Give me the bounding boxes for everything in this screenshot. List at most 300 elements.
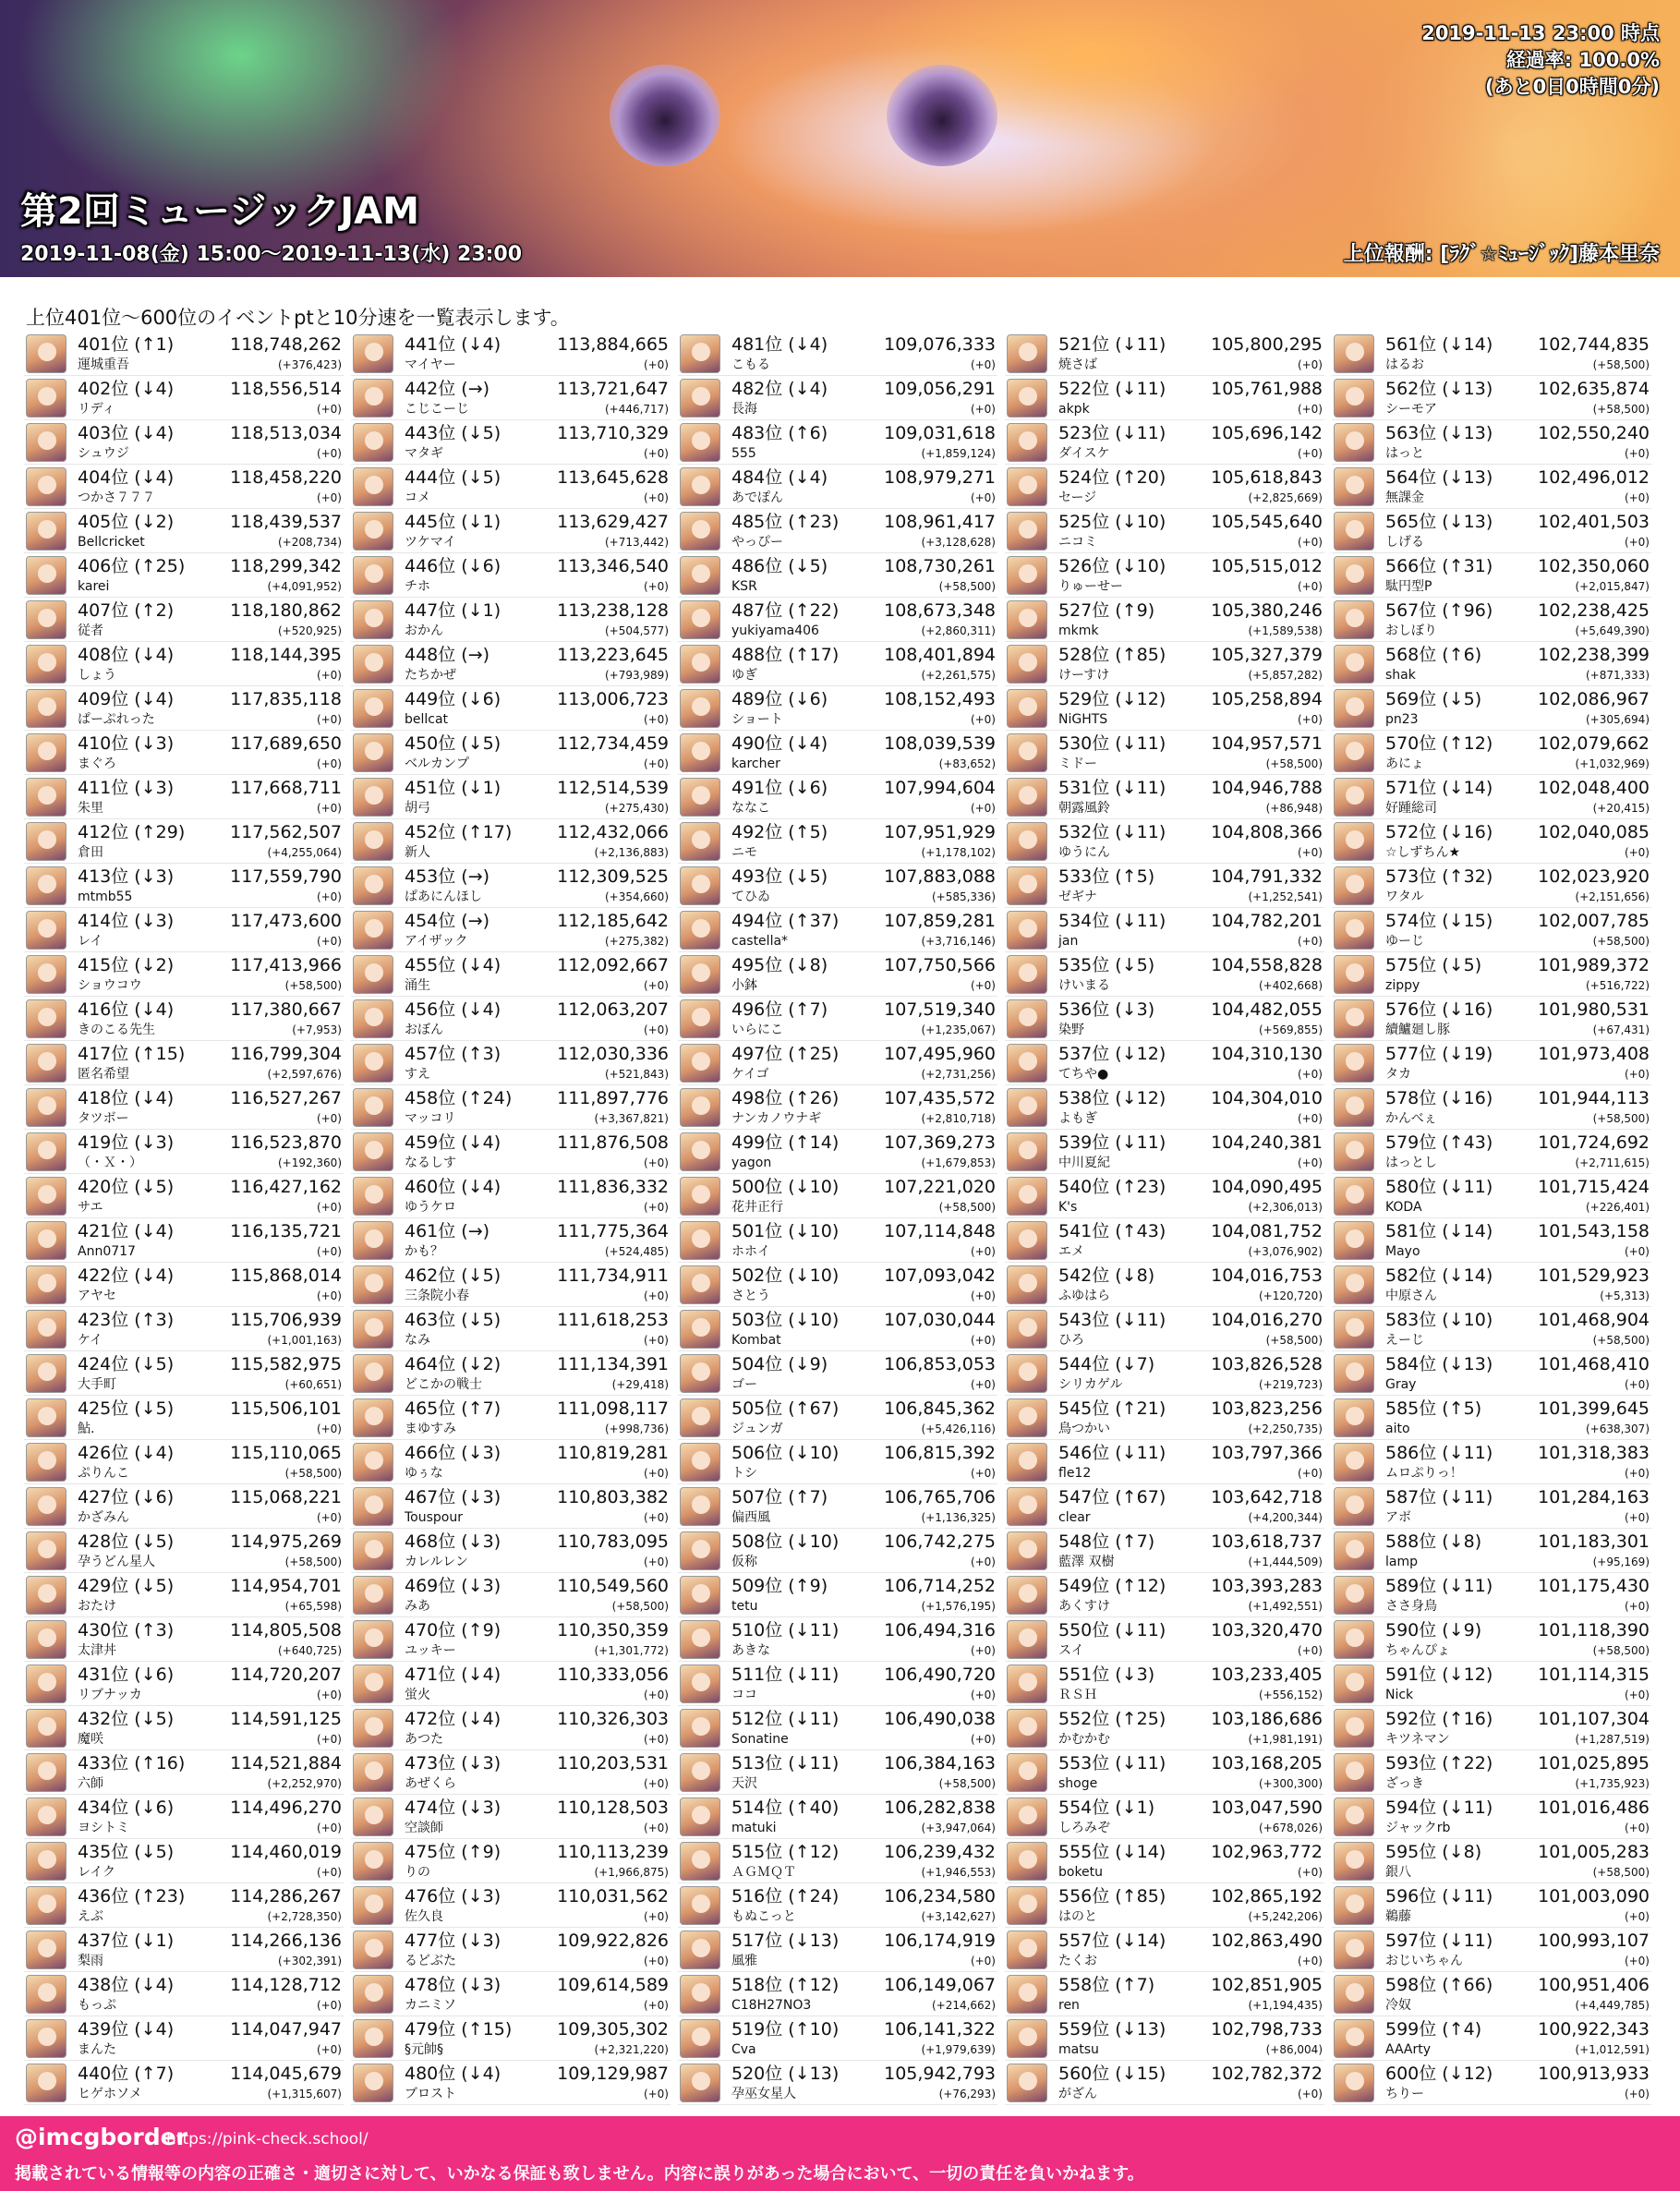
ranking-entry xyxy=(678,1440,997,1484)
ten-minute-speed: (+1,252,541) xyxy=(1248,890,1323,903)
player-name: レイク xyxy=(78,1865,116,1880)
avatar xyxy=(353,1576,393,1615)
player-name: 朱里 xyxy=(78,801,103,816)
avatar xyxy=(680,1753,720,1792)
ten-minute-speed: (+0) xyxy=(643,1777,669,1790)
rank-label: 466位 (↓3) xyxy=(405,1443,502,1463)
ranking-entry xyxy=(678,420,997,465)
event-points: 104,240,381 xyxy=(1211,1132,1323,1153)
avatar xyxy=(1334,1664,1374,1703)
event-points: 115,110,065 xyxy=(230,1443,342,1463)
avatar xyxy=(1334,1354,1374,1393)
ten-minute-speed: (+0) xyxy=(643,1910,669,1923)
ten-minute-speed: (+2,261,575) xyxy=(921,669,996,682)
ten-minute-speed: (+0) xyxy=(643,1156,669,1169)
event-points: 114,720,207 xyxy=(230,1664,342,1685)
event-points: 113,721,647 xyxy=(557,379,669,399)
event-points: 104,957,571 xyxy=(1211,733,1323,754)
event-points: 100,993,107 xyxy=(1538,1931,1650,1951)
rank-label: 554位 (↓1) xyxy=(1058,1798,1155,1818)
ten-minute-speed: (+2,136,883) xyxy=(594,846,669,859)
rank-label: 523位 (↓11) xyxy=(1058,423,1166,443)
event-points: 105,515,012 xyxy=(1211,556,1323,576)
player-name: 鵜藤 xyxy=(1385,1909,1411,1924)
ten-minute-speed: (+0) xyxy=(643,358,669,371)
ranking-entry xyxy=(24,553,344,598)
event-points: 111,618,253 xyxy=(557,1310,669,1330)
ten-minute-speed: (+58,500) xyxy=(1592,1112,1650,1125)
ranking-entry xyxy=(24,819,344,864)
avatar xyxy=(353,334,393,373)
player-name: Mayo xyxy=(1385,1244,1420,1259)
rank-label: 449位 (↓6) xyxy=(405,689,502,709)
twitter-handle[interactable]: @imcgborder xyxy=(15,2124,187,2150)
avatar xyxy=(1007,955,1047,994)
ranking-entry xyxy=(24,465,344,509)
ranking-entry xyxy=(1005,1130,1324,1174)
rank-label: 595位 (↓8) xyxy=(1385,1842,1482,1862)
avatar xyxy=(1007,1576,1047,1615)
rank-label: 428位 (↓5) xyxy=(78,1531,175,1552)
event-points: 109,076,333 xyxy=(884,334,996,355)
player-name: おかん xyxy=(405,623,443,638)
rank-label: 475位 (↑9) xyxy=(405,1842,502,1862)
player-name: ざっき xyxy=(1385,1776,1424,1791)
event-points: 101,016,486 xyxy=(1538,1798,1650,1818)
event-points: 108,961,417 xyxy=(884,512,996,532)
event-points: 118,299,342 xyxy=(230,556,342,576)
ranking-entry xyxy=(678,997,997,1041)
player-name: きのこる先生 xyxy=(78,1023,155,1037)
player-name: シーモア xyxy=(1385,402,1437,417)
avatar xyxy=(353,2019,393,2058)
ranking-entry xyxy=(24,1839,344,1883)
ten-minute-speed: (+0) xyxy=(970,802,996,815)
ranking-entry xyxy=(1332,908,1651,952)
player-name: clear xyxy=(1058,1510,1091,1525)
rank-label: 545位 (↑21) xyxy=(1058,1398,1166,1419)
player-name: けいまる xyxy=(1058,978,1110,993)
ten-minute-speed: (+29,418) xyxy=(611,1378,669,1391)
event-points: 101,025,895 xyxy=(1538,1753,1650,1773)
ranking-entry xyxy=(24,731,344,775)
player-name: 無課金 xyxy=(1385,490,1424,505)
avatar xyxy=(1007,556,1047,595)
ranking-entry xyxy=(1332,1573,1651,1617)
event-points: 102,086,967 xyxy=(1538,689,1650,709)
ten-minute-speed: (+0) xyxy=(1297,1068,1323,1081)
ranking-entry xyxy=(1005,1218,1324,1263)
ranking-entry xyxy=(1332,598,1651,642)
ranking-entry xyxy=(678,509,997,553)
ten-minute-speed: (+640,725) xyxy=(277,1644,342,1657)
player-name: まんた xyxy=(78,2042,116,2057)
event-points: 101,529,923 xyxy=(1538,1265,1650,1286)
player-name: Nick xyxy=(1385,1688,1414,1702)
ten-minute-speed: (+58,500) xyxy=(1592,358,1650,371)
avatar xyxy=(1007,1709,1047,1748)
rank-label: 406位 (↑25) xyxy=(78,556,186,576)
ranking-entry xyxy=(24,1972,344,2016)
rank-label: 539位 (↓11) xyxy=(1058,1132,1166,1153)
ten-minute-speed: (+0) xyxy=(316,1511,342,1524)
ten-minute-speed: (+2,306,013) xyxy=(1248,1201,1323,1214)
avatar xyxy=(353,1265,393,1304)
avatar xyxy=(26,1398,66,1437)
rank-label: 409位 (↓4) xyxy=(78,689,175,709)
event-points: 107,369,273 xyxy=(884,1132,996,1153)
avatar xyxy=(353,1221,393,1260)
player-name: てひゐ xyxy=(731,890,770,904)
player-name: もぬこっと xyxy=(731,1909,796,1924)
site-url[interactable]: https://pink-check.school/ xyxy=(166,2130,369,2149)
rank-label: 597位 (↓11) xyxy=(1385,1931,1493,1951)
ten-minute-speed: (+0) xyxy=(643,1689,669,1701)
ranking-entry xyxy=(678,1174,997,1218)
rank-label: 446位 (↓6) xyxy=(405,556,502,576)
player-name: 従者 xyxy=(78,623,103,638)
ten-minute-speed: (+376,423) xyxy=(277,358,342,371)
avatar xyxy=(680,1576,720,1615)
rank-label: 451位 (↓1) xyxy=(405,778,502,798)
avatar xyxy=(26,1310,66,1349)
banner-art-eye xyxy=(887,65,997,166)
rank-label: 412位 (↑29) xyxy=(78,822,186,842)
rank-label: 581位 (↓14) xyxy=(1385,1221,1493,1241)
ranking-entry xyxy=(1332,1041,1651,1085)
rank-label: 457位 (↑3) xyxy=(405,1044,502,1064)
ranking-entry xyxy=(351,1883,671,1928)
ranking-entry xyxy=(351,1795,671,1839)
avatar xyxy=(353,1132,393,1171)
ten-minute-speed: (+0) xyxy=(1297,1156,1323,1169)
event-points: 116,427,162 xyxy=(230,1177,342,1197)
rank-label: 590位 (↓9) xyxy=(1385,1620,1482,1640)
ten-minute-speed: (+0) xyxy=(1297,935,1323,948)
rank-label: 458位 (↑24) xyxy=(405,1088,513,1108)
avatar xyxy=(680,1709,720,1748)
player-name: シリカゲル xyxy=(1058,1377,1123,1392)
ten-minute-speed: (+0) xyxy=(316,1999,342,2012)
ten-minute-speed: (+0) xyxy=(1624,1600,1650,1613)
ten-minute-speed: (+1,178,102) xyxy=(921,846,996,859)
ranking-entry xyxy=(351,1218,671,1263)
rank-label: 479位 (↑15) xyxy=(405,2019,513,2040)
event-points: 118,748,262 xyxy=(230,334,342,355)
avatar xyxy=(1007,822,1047,861)
player-name: mtmb55 xyxy=(78,890,133,904)
ten-minute-speed: (+0) xyxy=(643,1555,669,1568)
ranking-entry xyxy=(1332,1972,1651,2016)
avatar xyxy=(1334,1398,1374,1437)
event-points: 114,954,701 xyxy=(230,1576,342,1596)
rank-label: 408位 (↓4) xyxy=(78,645,175,665)
ten-minute-speed: (+58,500) xyxy=(938,1201,996,1214)
ranking-entry xyxy=(1005,1174,1324,1218)
event-points: 103,826,528 xyxy=(1211,1354,1323,1374)
avatar xyxy=(26,1798,66,1836)
ranking-entry xyxy=(351,1263,671,1307)
avatar xyxy=(26,999,66,1038)
rank-label: 593位 (↑22) xyxy=(1385,1753,1493,1773)
event-period: 2019-11-08(金) 15:00～2019-11-13(水) 23:00 xyxy=(20,243,523,266)
rank-label: 549位 (↑12) xyxy=(1058,1576,1166,1596)
ranking-entry xyxy=(678,1130,997,1174)
player-name: セージ xyxy=(1058,490,1097,505)
rank-label: 468位 (↓3) xyxy=(405,1531,502,1552)
player-name: pn23 xyxy=(1385,712,1419,727)
player-name: どこかの戦士 xyxy=(405,1377,482,1392)
event-points: 104,081,752 xyxy=(1211,1221,1323,1241)
ranking-entry xyxy=(1005,1972,1324,2016)
ranking-entry xyxy=(24,598,344,642)
ten-minute-speed: (+58,500) xyxy=(284,1555,342,1568)
player-name: 中原さん xyxy=(1385,1289,1437,1303)
ten-minute-speed: (+0) xyxy=(643,491,669,504)
rank-label: 571位 (↓14) xyxy=(1385,778,1493,798)
footer xyxy=(0,2116,1680,2191)
player-name: ケイゴ xyxy=(731,1067,769,1082)
player-name: さとう xyxy=(731,1289,770,1303)
event-points: 106,494,316 xyxy=(884,1620,996,1640)
ten-minute-speed: (+0) xyxy=(1624,447,1650,460)
ranking-entry xyxy=(24,1617,344,1662)
rank-label: 432位 (↓5) xyxy=(78,1709,175,1729)
avatar xyxy=(26,600,66,639)
avatar xyxy=(1334,1576,1374,1615)
rank-label: 558位 (↑7) xyxy=(1058,1975,1155,1995)
avatar xyxy=(1007,467,1047,506)
rank-label: 563位 (↓13) xyxy=(1385,423,1493,443)
ten-minute-speed: (+0) xyxy=(316,757,342,770)
ranking-entry xyxy=(1332,1130,1651,1174)
ten-minute-speed: (+58,500) xyxy=(1265,1334,1323,1347)
ranking-entry xyxy=(351,1396,671,1440)
event-points: 107,093,042 xyxy=(884,1265,996,1286)
avatar xyxy=(1334,512,1374,551)
rank-label: 576位 (↓16) xyxy=(1385,999,1493,1020)
avatar xyxy=(1007,1177,1047,1216)
ten-minute-speed: (+0) xyxy=(643,1023,669,1036)
ten-minute-speed: (+0) xyxy=(643,580,669,593)
ten-minute-speed: (+2,151,656) xyxy=(1575,890,1650,903)
avatar xyxy=(680,1177,720,1216)
rank-label: 557位 (↓14) xyxy=(1058,1931,1166,1951)
player-name: 匿名希望 xyxy=(78,1067,129,1082)
ten-minute-speed: (+2,728,350) xyxy=(267,1910,342,1923)
ten-minute-speed: (+58,500) xyxy=(938,1777,996,1790)
avatar xyxy=(1334,1931,1374,1969)
ranking-entry xyxy=(24,509,344,553)
player-name: あでぽん xyxy=(731,490,783,505)
ten-minute-speed: (+0) xyxy=(970,403,996,416)
ranking-entry xyxy=(1332,1839,1651,1883)
event-points: 114,047,947 xyxy=(230,2019,342,2040)
ten-minute-speed: (+4,091,952) xyxy=(267,580,342,593)
player-name: ダイスケ xyxy=(1058,446,1110,461)
ten-minute-speed: (+2,860,311) xyxy=(921,624,996,637)
player-name: はっと xyxy=(1385,446,1424,461)
ten-minute-speed: (+1,301,772) xyxy=(594,1644,669,1657)
ten-minute-speed: (+0) xyxy=(643,1955,669,1967)
ranking-grid xyxy=(24,332,1659,2105)
player-name: あにょ xyxy=(1385,757,1424,771)
event-points: 116,135,721 xyxy=(230,1221,342,1241)
ranking-entry xyxy=(1005,1396,1324,1440)
ten-minute-speed: (+300,300) xyxy=(1258,1777,1323,1790)
event-points: 110,803,382 xyxy=(557,1487,669,1507)
ranking-entry xyxy=(1332,509,1651,553)
player-name: aito xyxy=(1385,1422,1410,1436)
player-name: アイザック xyxy=(405,934,468,949)
avatar xyxy=(353,1886,393,1925)
event-points: 111,098,117 xyxy=(557,1398,669,1419)
player-name: なみ xyxy=(405,1333,430,1348)
event-points: 102,023,920 xyxy=(1538,866,1650,887)
ten-minute-speed: (+1,315,607) xyxy=(267,2088,342,2100)
ranking-entry xyxy=(351,1750,671,1795)
ranking-entry xyxy=(24,1085,344,1130)
ten-minute-speed: (+1,032,969) xyxy=(1575,757,1650,770)
ten-minute-speed: (+0) xyxy=(1297,1955,1323,1967)
event-points: 106,384,163 xyxy=(884,1753,996,1773)
ten-minute-speed: (+0) xyxy=(316,802,342,815)
ten-minute-speed: (+0) xyxy=(1624,1467,1650,1480)
player-name: 鳥つかい xyxy=(1058,1422,1110,1436)
rank-label: 546位 (↓11) xyxy=(1058,1443,1166,1463)
avatar xyxy=(1334,1531,1374,1570)
event-points: 103,168,205 xyxy=(1211,1753,1323,1773)
player-name: つかさ７７７ xyxy=(78,490,155,505)
ranking-entry xyxy=(678,1529,997,1573)
rank-label: 521位 (↓11) xyxy=(1058,334,1166,355)
rank-label: 438位 (↓4) xyxy=(78,1975,175,1995)
rank-label: 472位 (↓4) xyxy=(405,1709,502,1729)
player-name: はっとし xyxy=(1385,1156,1437,1170)
ranking-entry xyxy=(24,775,344,819)
rank-label: 418位 (↓4) xyxy=(78,1088,175,1108)
rank-label: 459位 (↓4) xyxy=(405,1132,502,1153)
ranking-entry xyxy=(24,686,344,731)
ten-minute-speed: (+0) xyxy=(970,713,996,726)
rank-label: 430位 (↑3) xyxy=(78,1620,175,1640)
ten-minute-speed: (+0) xyxy=(643,713,669,726)
player-name: KSR xyxy=(731,579,757,594)
avatar xyxy=(1007,689,1047,728)
avatar xyxy=(1007,379,1047,418)
rank-label: 536位 (↓3) xyxy=(1058,999,1155,1020)
ranking-entry xyxy=(24,1928,344,1972)
player-name: ふゆはら xyxy=(1058,1289,1110,1303)
ten-minute-speed: (+0) xyxy=(970,1334,996,1347)
player-name: shak xyxy=(1385,668,1416,683)
event-points: 114,286,267 xyxy=(230,1886,342,1907)
player-name: まぐろ xyxy=(78,757,116,771)
avatar xyxy=(1334,1487,1374,1526)
avatar xyxy=(680,1487,720,1526)
ten-minute-speed: (+0) xyxy=(970,979,996,992)
ten-minute-speed: (+1,012,591) xyxy=(1575,2043,1650,2056)
avatar xyxy=(680,955,720,994)
ten-minute-speed: (+1,492,551) xyxy=(1248,1600,1323,1613)
ranking-entry xyxy=(1332,332,1651,376)
ten-minute-speed: (+0) xyxy=(1297,1644,1323,1657)
avatar xyxy=(680,556,720,595)
progress-rate: 経過率: 100.0% xyxy=(1505,49,1660,71)
rank-label: 411位 (↓3) xyxy=(78,778,175,798)
avatar xyxy=(353,911,393,950)
ranking-entry xyxy=(351,1041,671,1085)
player-name: リディ xyxy=(78,402,115,417)
event-points: 113,006,723 xyxy=(557,689,669,709)
rank-label: 447位 (↓1) xyxy=(405,600,502,621)
ranking-entry xyxy=(24,1218,344,1263)
ranking-entry xyxy=(1005,1263,1324,1307)
player-name: 鮎. xyxy=(78,1422,95,1436)
avatar xyxy=(680,467,720,506)
event-points: 106,815,392 xyxy=(884,1443,996,1463)
player-name: K's xyxy=(1058,1200,1078,1215)
ranking-entry xyxy=(1332,2016,1651,2061)
player-name: こもる xyxy=(731,357,770,372)
ten-minute-speed: (+0) xyxy=(1297,580,1323,593)
avatar xyxy=(1334,1798,1374,1836)
event-points: 103,642,718 xyxy=(1211,1487,1323,1507)
ranking-entry xyxy=(1005,1484,1324,1529)
rank-label: 522位 (↓11) xyxy=(1058,379,1166,399)
ranking-entry xyxy=(1005,1795,1324,1839)
rank-label: 560位 (↓15) xyxy=(1058,2064,1166,2084)
event-points: 108,401,894 xyxy=(884,645,996,665)
player-name: えぶ xyxy=(78,1909,103,1924)
player-name: matuki xyxy=(731,1821,777,1835)
rank-label: 471位 (↓4) xyxy=(405,1664,502,1685)
event-points: 117,473,600 xyxy=(230,911,342,931)
avatar xyxy=(353,379,393,418)
player-name: ゆぎ xyxy=(731,668,757,683)
event-points: 111,775,364 xyxy=(557,1221,669,1241)
ranking-entry xyxy=(1005,553,1324,598)
ranking-entry xyxy=(351,775,671,819)
ranking-entry xyxy=(1332,731,1651,775)
player-name: えーじ xyxy=(1385,1333,1424,1348)
event-points: 110,819,281 xyxy=(557,1443,669,1463)
rank-label: 481位 (↓4) xyxy=(731,334,828,355)
ranking-entry xyxy=(24,1396,344,1440)
ranking-entry xyxy=(24,1883,344,1928)
event-points: 101,468,410 xyxy=(1538,1354,1650,1374)
ranking-entry xyxy=(351,553,671,598)
player-name: カレルレン xyxy=(405,1555,468,1569)
ten-minute-speed: (+65,598) xyxy=(284,1600,342,1613)
player-name: しろみぞ xyxy=(1058,1821,1110,1835)
ten-minute-speed: (+1,859,124) xyxy=(921,447,996,460)
player-name: 風雅 xyxy=(731,1954,757,1968)
ten-minute-speed: (+0) xyxy=(643,757,669,770)
avatar xyxy=(26,955,66,994)
event-points: 106,239,432 xyxy=(884,1842,996,1862)
player-name: zippy xyxy=(1385,978,1420,993)
avatar xyxy=(353,778,393,817)
avatar xyxy=(1007,1221,1047,1260)
event-points: 107,750,566 xyxy=(884,955,996,975)
player-name: ななこ xyxy=(731,801,770,816)
event-points: 101,118,390 xyxy=(1538,1620,1650,1640)
ten-minute-speed: (+0) xyxy=(643,1334,669,1347)
event-points: 105,761,988 xyxy=(1211,379,1323,399)
avatar xyxy=(1334,2019,1374,2058)
ranking-entry xyxy=(1005,1351,1324,1396)
